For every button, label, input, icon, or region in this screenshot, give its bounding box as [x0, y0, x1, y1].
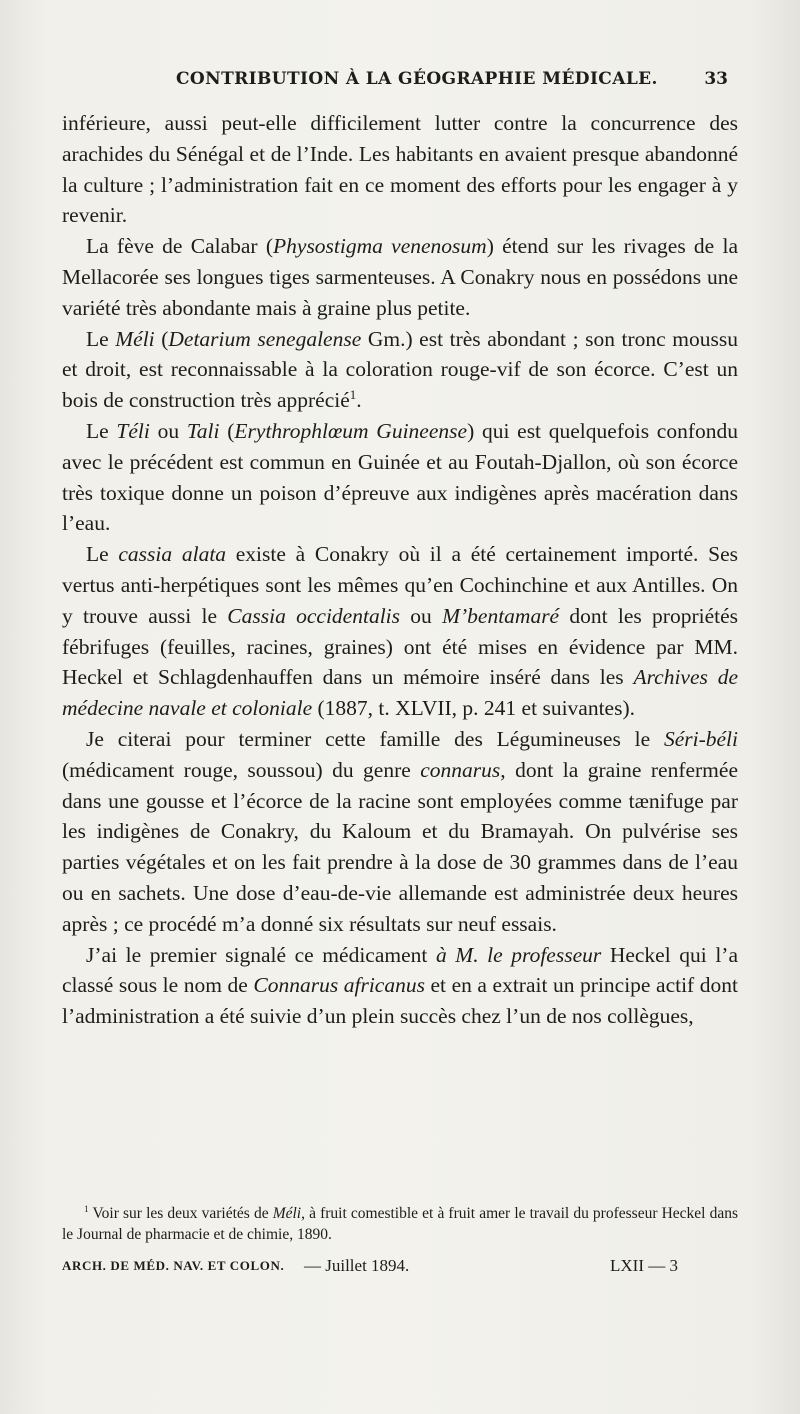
- text-run: ) qui est quelquefois confondu avec le précédent est commun en Guinée et au Foutah-Djallon, où son écorce très toxique donne un poison d’épreuve aux indigènes après macération dans l’eau.: [62, 418, 738, 536]
- plant-name: Séri-béli: [663, 726, 738, 751]
- species-name: Erythrophlœum Guineense: [234, 418, 468, 443]
- text-run: Heckel qui l’a classé sous le nom de: [62, 942, 739, 998]
- plant-name: Méli: [115, 326, 155, 351]
- text-run: Je citerai pour terminer cette famille des Légumineuses le: [86, 726, 664, 751]
- page-header: [62, 66, 738, 96]
- paragraph-5: [62, 539, 738, 724]
- text-run: Gm.) est très abondant ; son tronc moussu et droit, est reconnaissable à la coloration rouge-vif de son écorce. C’est un bois de construction très apprécié: [62, 326, 738, 413]
- species-name: Detarium senegalense: [168, 326, 362, 351]
- page-number: 33: [704, 69, 728, 89]
- paragraph-3: [62, 324, 738, 416]
- text-run: Le: [86, 418, 117, 443]
- text-run: (: [219, 418, 235, 443]
- text-run: inférieure, aussi peut-elle difficilement lutter contre la concurrence des arachides du Sénégal et de l’Inde. Les habitants en avaient presque abandonné la culture ; l’administration fait en ce moment des efforts pour les engager à y revenir.: [62, 111, 738, 228]
- running-head: CONTRIBUTION À LA GÉOGRAPHIE MÉDICALE.: [176, 69, 658, 89]
- text-run: (: [154, 326, 169, 351]
- text-run: Le: [86, 542, 119, 567]
- text-run: dont les propriétés fébrifuges (feuilles, racines, graines) ont été mises en évidence par MM. Heckel et Schlagdenhauffen dans un mémoire inséré dans les: [62, 603, 739, 690]
- text-run: J’ai le premier signalé ce médicament: [86, 942, 436, 967]
- page-footer: [62, 1258, 738, 1280]
- text-run: .: [356, 388, 362, 413]
- emphasis-text: à M. le professeur: [435, 942, 602, 967]
- journal-title: Archives de médecine navale et coloniale: [62, 665, 738, 721]
- text-run: ) étend sur les rivages de la Mellacorée ses longues tiges sarmenteuses. A Conakry nous en possédons une variété très abondante mais à graine plus petite.: [62, 234, 739, 320]
- text-run: ou: [149, 418, 187, 443]
- footnote-marker: 1: [84, 1204, 89, 1215]
- text-run: , à fruit comestible et à fruit amer le travail du professeur Heckel dans le Journal de pharmacie et de chimie, 1890.: [62, 1205, 739, 1243]
- plant-name: Téli: [116, 418, 150, 443]
- plant-name: Tali: [186, 418, 220, 443]
- paragraph-2: [62, 231, 738, 323]
- genus-name: connarus: [420, 757, 501, 782]
- text-run: Le: [86, 326, 116, 351]
- footnote: [62, 1203, 738, 1245]
- paragraph-6: [62, 724, 738, 940]
- species-name: Cassia occidentalis: [227, 603, 401, 628]
- footnote-ref: 1: [349, 388, 357, 403]
- paragraph-4: [62, 416, 738, 539]
- text-run: (1887, t. XLVII, p. 241 et suivantes).: [312, 696, 635, 721]
- plant-name: M’bentamaré: [442, 603, 560, 628]
- text-run: et en a extrait un principe actif dont l’administration a été suivie d’un plein succès chez l’un de nos collègues,: [62, 973, 738, 1029]
- journal-abbreviation: ARCH. DE MÉD. NAV. ET COLON.: [62, 1258, 285, 1273]
- text-run: existe à Conakry où il a été certainement importé. Ses vertus anti-herpétiques sont les mêmes qu’en Cochinchine et aux Antilles. On y trouve aussi le: [62, 542, 738, 628]
- signature-mark: LXII — 3: [610, 1256, 678, 1275]
- text-run: La fève de Calabar (: [86, 234, 274, 259]
- issue-date: — Juillet 1894.: [304, 1256, 410, 1275]
- paragraph-7: [62, 940, 738, 1032]
- paragraph-1: [62, 108, 738, 231]
- text-run: , dont la graine renfermée dans une gousse et l’écorce de la racine sont employées comme tænifuge par les indigènes de Conakry, du Kaloum et du Bramayah. On pulvérise ses parties végétales et on les fait prendre à la dose de 30 grammes dans de l’eau ou en sachets. Une dose d’eau-de-vie allemande est administrée deux heures après ; ce procédé m’a donné six résultats sur neuf essais.: [62, 757, 738, 936]
- body-text: [62, 108, 738, 1032]
- text-run: (médicament rouge, soussou) du genre: [62, 757, 421, 782]
- species-name: Connarus africanus: [253, 973, 425, 998]
- text-run: Voir sur les deux variétés de: [88, 1205, 273, 1222]
- species-name: Physostigma venenosum: [273, 234, 487, 259]
- text-run: ou: [400, 603, 443, 628]
- plant-name: Méli: [272, 1205, 302, 1222]
- species-name: cassia alata: [118, 542, 227, 567]
